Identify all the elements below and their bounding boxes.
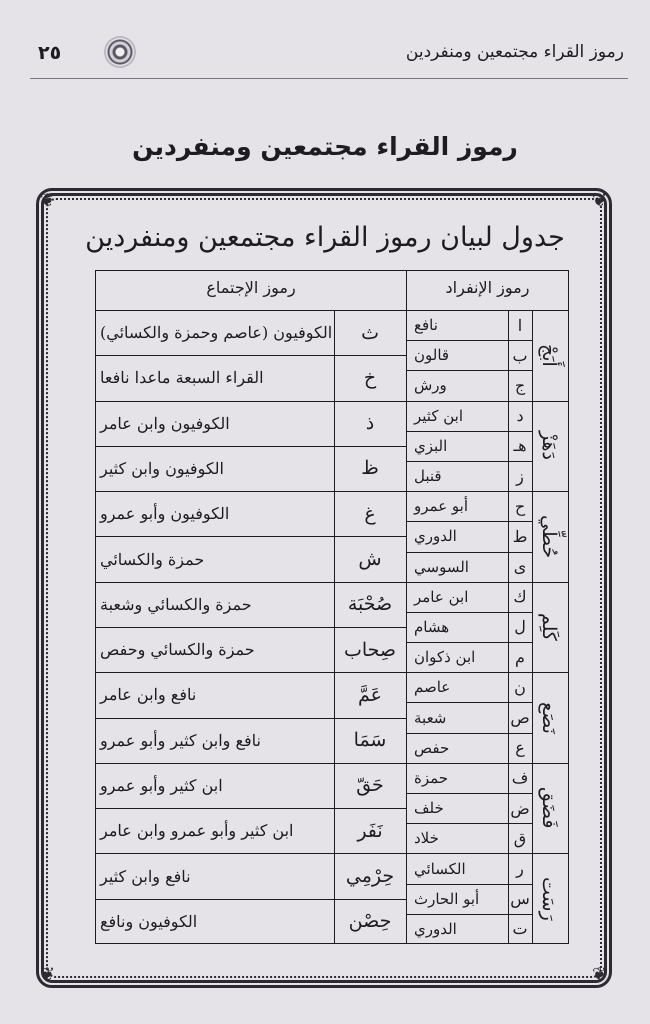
ijtima-readers: حمزة والكسائي وشعبة — [100, 594, 252, 614]
ijtima-symbol: صُحْبَة — [347, 593, 393, 616]
infirad-letter: د — [516, 406, 524, 426]
row-divider — [95, 853, 406, 854]
infirad-letter: ل — [514, 617, 526, 637]
row-divider — [95, 627, 406, 628]
running-title: رموز القراء مجتمعين ومنفردين — [405, 42, 624, 62]
infirad-letter: س — [510, 889, 530, 909]
column-header-infirad: رموز الإنفراد — [445, 278, 530, 297]
row-divider — [406, 612, 532, 613]
row-divider — [95, 582, 406, 583]
page-heading: رموز القراء مجتمعين ومنفردين — [132, 132, 518, 161]
reader-group-word: رَسَت — [538, 876, 560, 921]
infirad-letter: ض — [510, 798, 530, 818]
infirad-letter: ف — [511, 768, 529, 788]
ijtima-readers: الكوفيون ونافع — [100, 911, 198, 931]
ijtima-symbol: عَمَّ — [358, 683, 382, 706]
row-divider — [95, 808, 406, 809]
page-number: ٢٥ — [38, 42, 62, 64]
ijtima-symbol: نَفَر — [357, 819, 383, 842]
infirad-letter: ج — [514, 375, 526, 395]
group-divider — [532, 853, 569, 854]
row-divider — [406, 401, 532, 402]
ijtima-symbol: ظ — [361, 457, 379, 480]
infirad-letter: ق — [513, 828, 527, 848]
row-divider — [406, 340, 532, 341]
infirad-letter: ز — [516, 466, 524, 486]
infirad-letter: ص — [510, 708, 530, 728]
group-divider — [532, 401, 569, 402]
infirad-reader: نافع — [414, 316, 438, 335]
ijtima-symbol: خ — [363, 366, 377, 389]
corner-flourish-icon: ❦ — [40, 190, 56, 211]
infirad-reader: أبو عمرو — [414, 497, 469, 516]
infirad-reader: السوسي — [414, 557, 469, 576]
ijtima-readers: الكوفيون وابن عامر — [100, 413, 230, 433]
corner-flourish-icon: ❦ — [40, 964, 56, 985]
row-divider — [95, 491, 406, 492]
row-divider — [406, 521, 532, 522]
row-divider — [406, 763, 532, 764]
ijtima-symbol: ش — [358, 548, 382, 571]
row-divider — [95, 899, 406, 900]
ijtima-readers: ابن كثير وأبو عمرو وابن عامر — [100, 821, 294, 841]
ijtima-symbol: ذ — [365, 412, 375, 435]
infirad-reader: ورش — [414, 376, 447, 395]
infirad-reader: قنبل — [414, 467, 442, 486]
corner-flourish-icon: ❦ — [592, 190, 608, 211]
row-divider — [406, 793, 532, 794]
infirad-reader: الكسائي — [414, 859, 466, 878]
table-title: جدول لبيان رموز القراء مجتمعين ومنفردين — [85, 222, 565, 253]
infirad-letter: ى — [513, 557, 527, 577]
row-divider — [406, 853, 532, 854]
column-divider — [508, 310, 509, 944]
infirad-letter: ا — [517, 315, 523, 335]
row-divider — [406, 914, 532, 915]
row-divider — [95, 446, 406, 447]
running-header — [30, 30, 628, 79]
ijtima-readers: نافع وابن كثير — [100, 866, 191, 886]
ijtima-symbol: حَقّ — [356, 774, 384, 797]
row-divider — [406, 702, 532, 703]
infirad-reader: الدوري — [414, 527, 457, 546]
infirad-letter: ط — [512, 526, 528, 546]
infirad-reader: البزي — [414, 436, 448, 455]
infirad-reader: عاصم — [414, 678, 451, 697]
infirad-reader: هشام — [414, 617, 450, 636]
reader-group-word: كَلِم — [538, 612, 560, 641]
row-divider — [406, 431, 532, 432]
row-divider — [406, 552, 532, 553]
row-divider — [95, 763, 406, 764]
infirad-letter: ع — [515, 738, 525, 758]
infirad-reader: حفص — [414, 738, 450, 757]
row-divider — [406, 370, 532, 371]
infirad-reader: حمزة — [414, 768, 449, 787]
row-divider — [406, 884, 532, 885]
rosette-ornament-icon — [106, 38, 134, 66]
group-divider — [532, 491, 569, 492]
infirad-letter: هـ — [513, 436, 527, 456]
infirad-reader: الدوري — [414, 919, 457, 938]
row-divider — [406, 672, 532, 673]
row-divider — [406, 823, 532, 824]
reader-group-word: حُطِّي — [538, 514, 560, 558]
ijtima-readers: الكوفيون وابن كثير — [100, 458, 224, 478]
row-divider — [95, 672, 406, 673]
row-divider — [95, 401, 406, 402]
ijtima-symbol: ث — [361, 321, 379, 344]
row-divider — [95, 718, 406, 719]
infirad-reader: ابن ذكوان — [414, 648, 476, 667]
ijtima-readers: الكوفيون (عاصم وحمزة والكسائي) — [100, 323, 333, 343]
group-divider — [532, 672, 569, 673]
group-divider — [532, 582, 569, 583]
column-header-ijtima: رموز الإجتماع — [206, 278, 296, 297]
infirad-reader: خلف — [414, 799, 444, 818]
row-divider — [95, 536, 406, 537]
reader-group-word: نَصَع — [538, 701, 560, 734]
infirad-reader: ابن كثير — [414, 406, 463, 425]
infirad-reader: قالون — [414, 346, 450, 365]
reader-group-word: فَضَق — [538, 787, 560, 829]
row-divider — [95, 355, 406, 356]
ijtima-readers: حمزة والكسائي وحفص — [100, 640, 255, 660]
infirad-reader: أبو الحارث — [414, 889, 480, 908]
corner-flourish-icon: ❦ — [592, 964, 608, 985]
infirad-letter: ب — [512, 345, 528, 365]
ijtima-symbol: غ — [364, 502, 376, 525]
ijtima-readers: نافع وابن عامر — [100, 685, 197, 705]
reader-group-word: أَبَجْ — [538, 343, 560, 367]
infirad-letter: ن — [514, 677, 526, 697]
infirad-reader: شعبة — [414, 708, 447, 727]
ijtima-readers: الكوفيون وأبو عمرو — [100, 504, 230, 524]
row-divider — [406, 491, 532, 492]
ijtima-symbol: حِصْن — [348, 910, 392, 933]
infirad-reader: خلاد — [414, 829, 439, 848]
group-divider — [532, 763, 569, 764]
ijtima-symbol: صِحاب — [343, 638, 397, 661]
reader-group-word: دَهَزْ — [538, 431, 560, 461]
infirad-letter: ت — [512, 919, 528, 939]
infirad-letter: ك — [513, 587, 527, 607]
ijtima-symbol: سَمَا — [353, 729, 387, 752]
infirad-reader: ابن عامر — [414, 587, 469, 606]
ijtima-symbol: حِرْمِي — [345, 865, 395, 888]
row-divider — [406, 733, 532, 734]
ijtima-readers: ابن كثير وأبو عمرو — [100, 775, 223, 795]
row-divider — [406, 582, 532, 583]
row-divider — [406, 642, 532, 643]
infirad-letter: م — [515, 647, 525, 667]
ijtima-readers: نافع وابن كثير وأبو عمرو — [100, 730, 261, 750]
infirad-letter: ح — [514, 496, 526, 516]
row-divider — [406, 461, 532, 462]
infirad-letter: ر — [516, 859, 524, 879]
ijtima-readers: حمزة والكسائي — [100, 549, 205, 569]
ijtima-readers: القراء السبعة ماعدا نافعا — [100, 368, 264, 388]
